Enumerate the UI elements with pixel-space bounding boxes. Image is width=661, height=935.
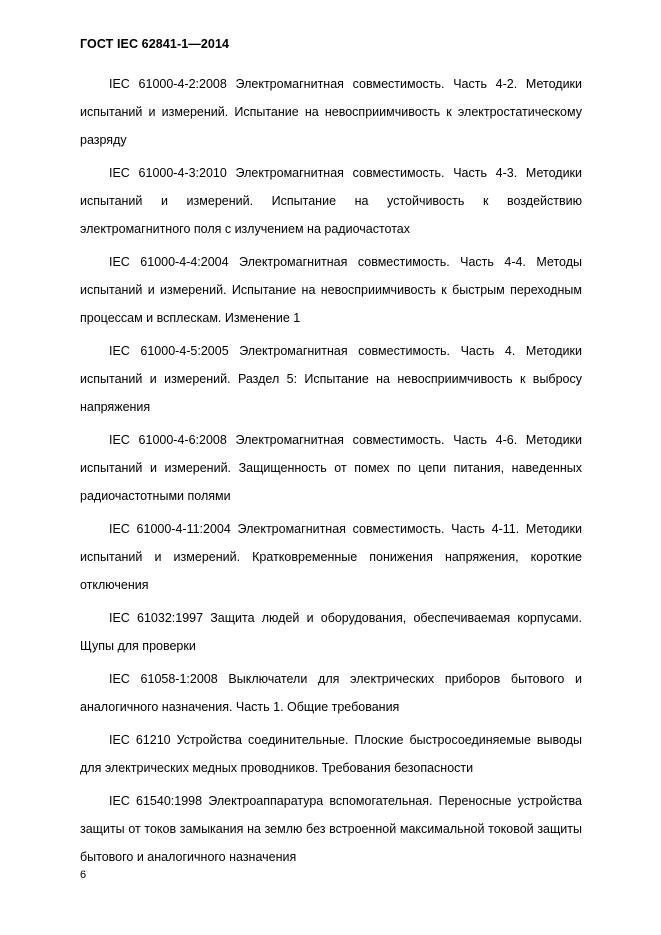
reference-entry: IEC 61000-4-5:2005 Электромагнитная совместимость. Часть 4. Методики испытаний и измерений. Раздел 5: Испытание на невосприимчивость к выбросу напряжения	[80, 344, 582, 414]
reference-entry: IEC 61000-4-4:2004 Электромагнитная совместимость. Часть 4-4. Методы испытаний и измерений. Испытание на невосприимчивость к быстрым переходным процессам и всплескам. Изменение 1	[80, 255, 582, 325]
reference-entry: IEC 61000-4-3:2010 Электромагнитная совместимость. Часть 4-3. Методики испытаний и измерений. Испытание на устойчивость к воздействию электромагнитного поля с излучением на радиочастотах	[80, 166, 582, 236]
reference-entry: IEC 61058-1:2008 Выключатели для электрических приборов бытового и аналогичного назначения. Часть 1. Общие требования	[80, 672, 582, 714]
normative-references-list	[80, 70, 582, 876]
reference-entry: IEC 61000-4-11:2004 Электромагнитная совместимость. Часть 4-11. Методики испытаний и измерений. Кратковременные понижения напряжения, короткие отключения	[80, 522, 582, 592]
reference-entry: IEC 61540:1998 Электроаппаратура вспомогательная. Переносные устройства защиты от токов замыкания на землю без встроенной максимальной токовой защиты бытового и аналогичного назначения	[80, 794, 582, 864]
reference-entry: IEC 61000-4-6:2008 Электромагнитная совместимость. Часть 4-6. Методики испытаний и измерений. Защищенность от помех по цепи питания, наведенных радиочастотными полями	[80, 433, 582, 503]
page-number: 6	[80, 869, 87, 881]
reference-entry: IEC 61000-4-2:2008 Электромагнитная совместимость. Часть 4-2. Методики испытаний и измерений. Испытание на невосприимчивость к электростатическому разряду	[80, 77, 582, 147]
document-header: ГОСТ IEC 62841-1—2014	[80, 37, 230, 51]
reference-entry: IEC 61032:1997 Защита людей и оборудования, обеспечиваемая корпусами. Щупы для проверки	[80, 611, 582, 653]
reference-entry: IEC 61210 Устройства соединительные. Плоские быстросоединяемые выводы для электрических медных проводников. Требования безопасности	[80, 733, 582, 775]
